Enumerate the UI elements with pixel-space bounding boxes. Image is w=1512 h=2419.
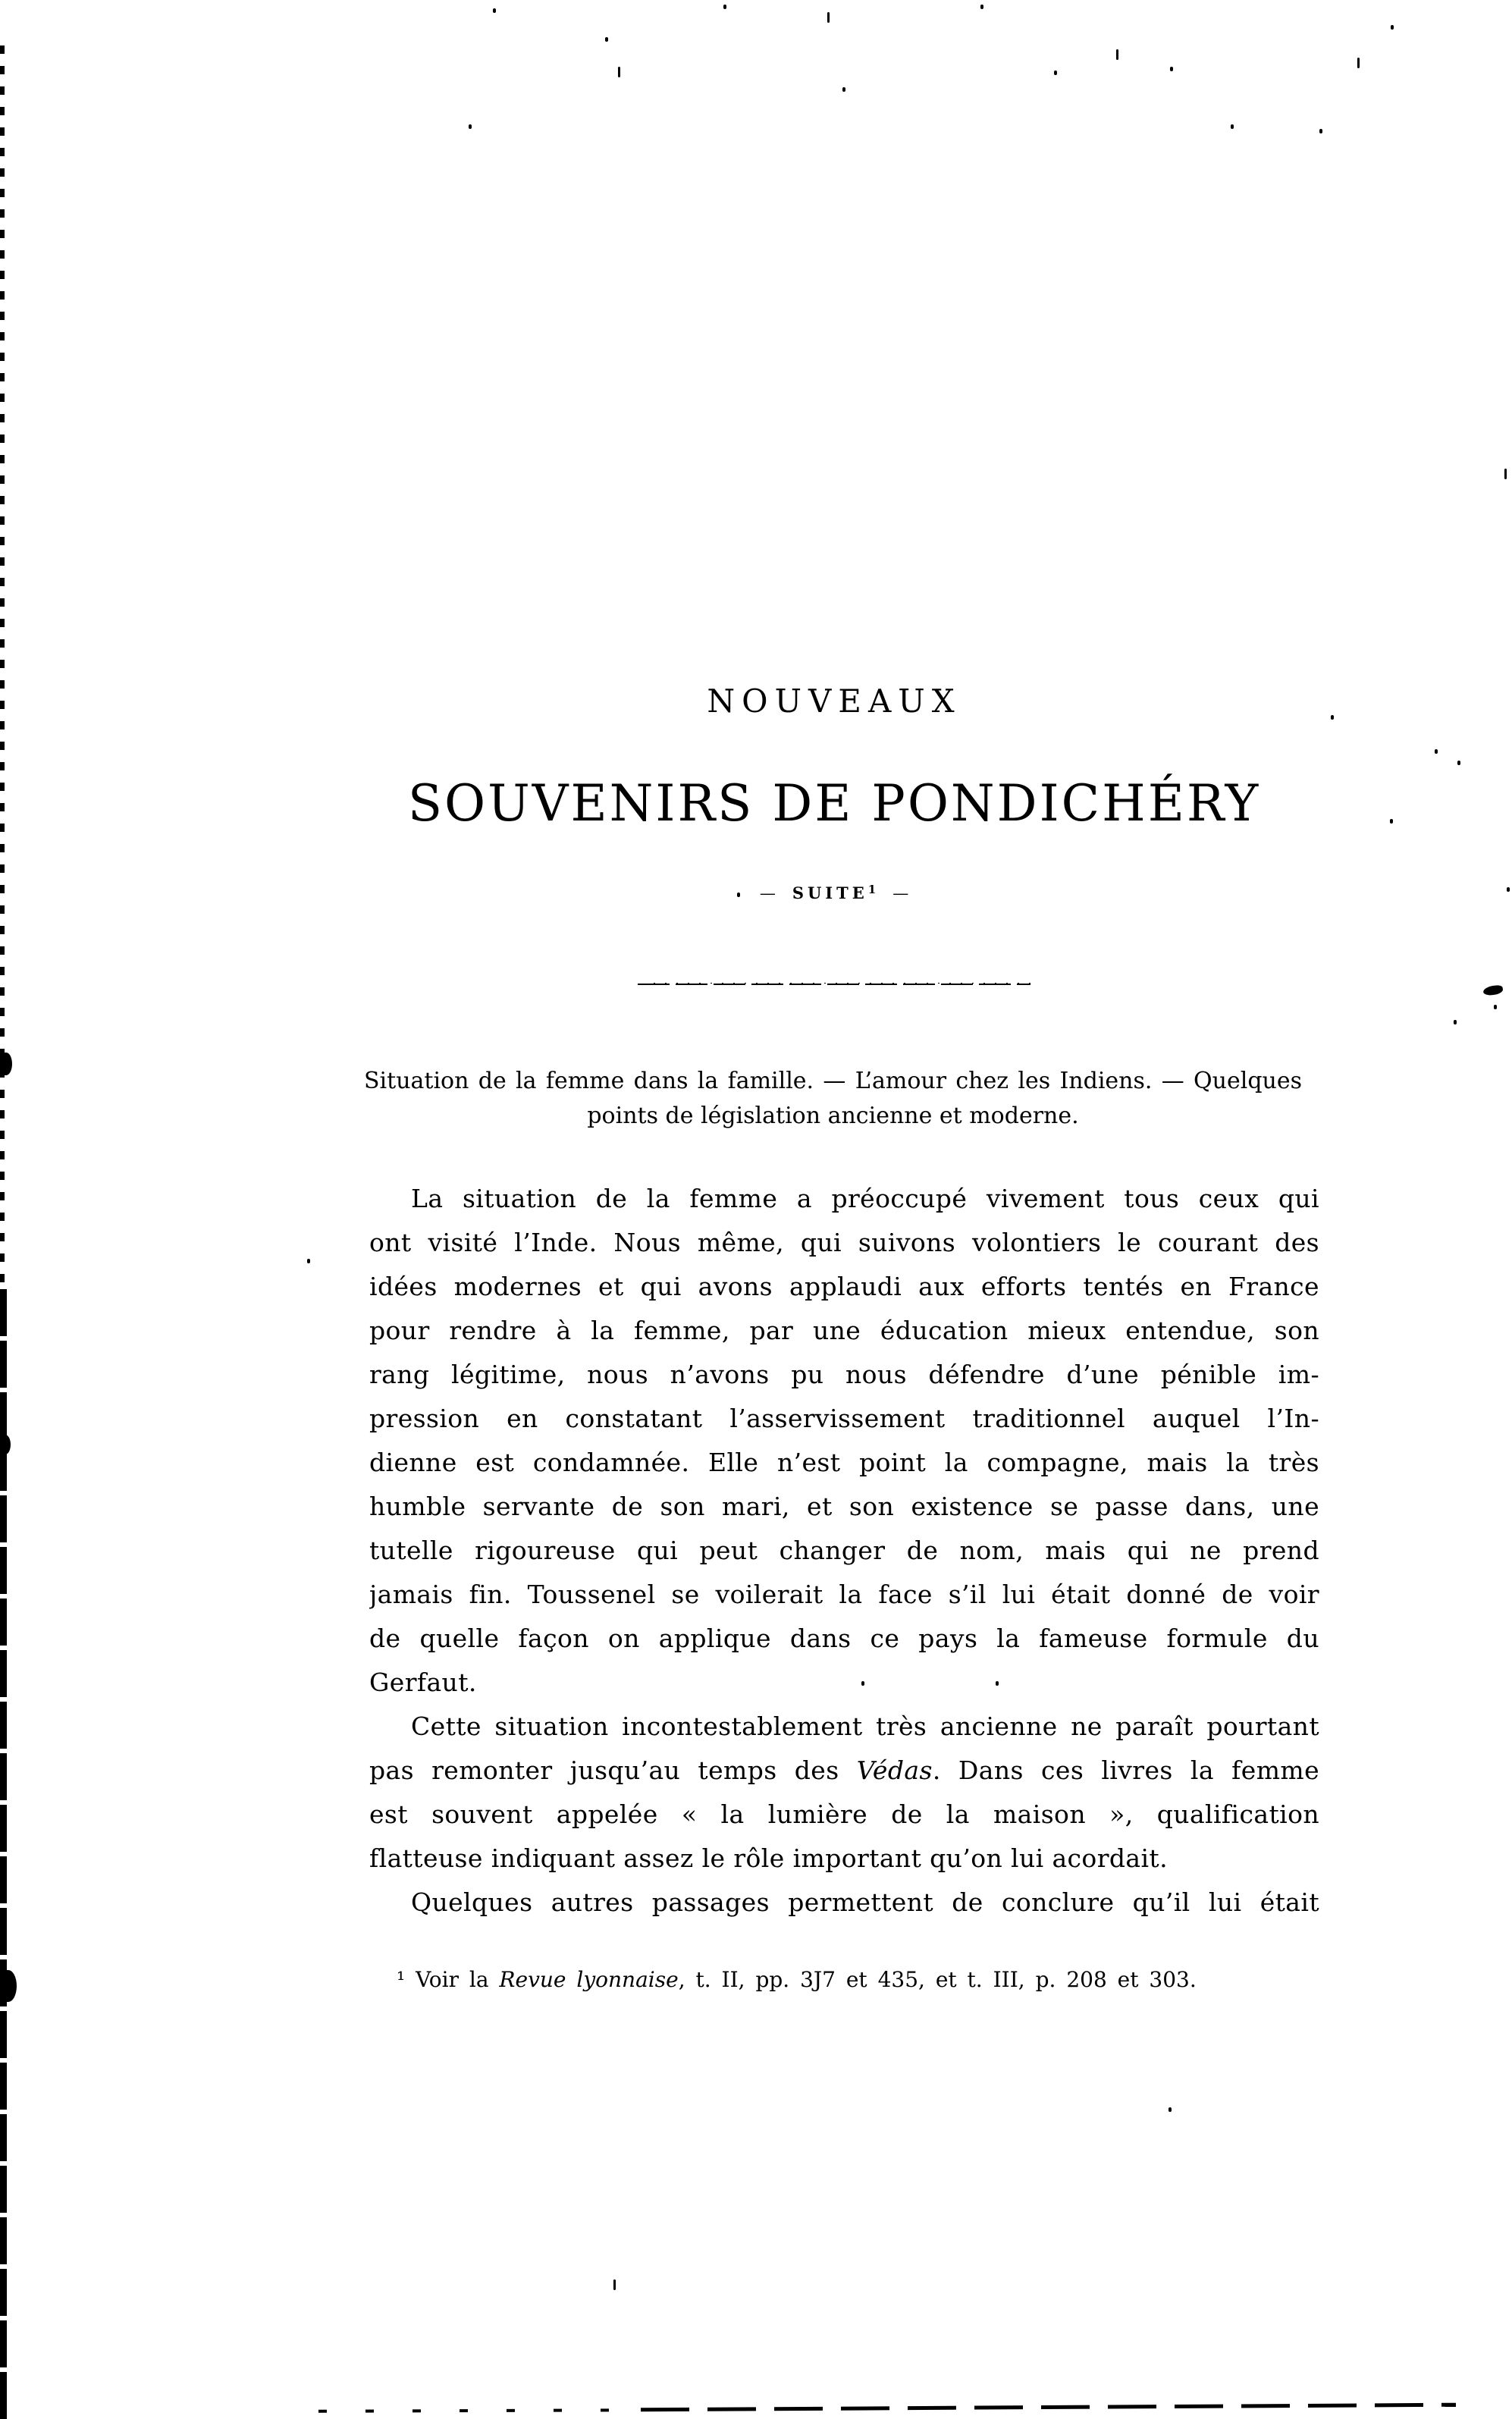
page-title: SOUVENIRS DE PONDICHÉRY — [407, 774, 1261, 833]
scan-speck — [307, 1259, 310, 1263]
scan-speck — [1054, 71, 1057, 75]
body-line: idées modernes et qui avons applaudi aux efforts tentés en France — [369, 1272, 1319, 1301]
scan-speck — [1504, 469, 1507, 479]
title-divider-rule — [638, 983, 1030, 985]
body-line: pas remonter jusqu’au temps des Védas. Dans ces livres la femme — [369, 1755, 1319, 1785]
scan-speck — [1331, 715, 1334, 720]
body-line: dienne est condamnée. Elle n’est point la compagne, mais la très — [369, 1448, 1319, 1477]
subtitle-dash-left: — — [759, 884, 776, 902]
scan-speck — [1390, 819, 1393, 824]
body-line: La situation de la femme a préoccupé vivement tous ceux qui — [411, 1184, 1319, 1213]
left-edge-scan-artifact — [0, 45, 5, 1289]
series-kicker: NOUVEAUX — [707, 682, 961, 720]
body-line: Gerfaut. — [369, 1668, 477, 1697]
scan-blob — [0, 1053, 12, 1075]
scan-speck — [1319, 129, 1322, 133]
scan-speck — [1116, 49, 1118, 60]
scan-speck — [1391, 25, 1394, 30]
bottom-edge-rule — [641, 2403, 1456, 2412]
scan-speck — [1457, 761, 1460, 765]
body-line: de quelle façon on applique dans ce pays la fameuse formule du — [369, 1624, 1319, 1653]
scan-speck — [1494, 1005, 1497, 1009]
bottom-edge-rule — [318, 2408, 645, 2413]
body-line: pression en constatant l’asservissement traditionnel auquel l’In- — [369, 1404, 1319, 1433]
body-line: pour rendre à la femme, par une éducation mieux entendue, son — [369, 1316, 1319, 1345]
scan-speck — [1454, 1020, 1457, 1024]
scan-speck — [1169, 2107, 1172, 2112]
scan-speck — [605, 37, 608, 42]
chapter-summary-line: points de législation ancienne et moderne. — [587, 1103, 1079, 1129]
scan-speck — [996, 1681, 999, 1686]
body-line: rang légitime, nous n’avons pu nous défendre d’une pénible im- — [369, 1360, 1319, 1389]
scan-blob — [0, 1970, 17, 2002]
scan-speck — [861, 1681, 864, 1686]
footnote: ¹ Voir la Revue lyonnaise, t. II, pp. 3J7 et 435, et t. III, p. 208 et 303. — [397, 1967, 1197, 1992]
scan-blob — [0, 1435, 11, 1454]
scan-speck — [1507, 887, 1510, 892]
scan-speck — [980, 5, 983, 9]
scan-speck — [1231, 124, 1234, 129]
scan-speck — [1357, 58, 1360, 68]
body-line: Quelques autres passages permettent de conclure qu’il lui était — [411, 1887, 1319, 1917]
subtitle-word: SUITE — [792, 883, 868, 902]
body-line: tutelle rigoureuse qui peut changer de nom, mais qui ne prend — [369, 1536, 1319, 1565]
subtitle-footnote-marker: 1 — [867, 883, 877, 896]
scan-speck — [827, 12, 830, 23]
body-line: jamais fin. Toussenel se voilerait la face s’il lui était donné de voir — [369, 1580, 1319, 1609]
subtitle-dash-right: — — [892, 884, 909, 902]
left-edge-scan-artifact — [0, 1289, 7, 2419]
scan-speck — [723, 5, 726, 9]
chapter-summary-line: Situation de la femme dans la famille. — L’amour chez les Indiens. — Quelques — [364, 1068, 1302, 1094]
scan-speck — [618, 67, 620, 77]
scan-speck — [1170, 67, 1173, 71]
subtitle-suite — [364, 878, 1304, 905]
scan-speck — [1435, 749, 1438, 754]
body-line: est souvent appelée « la lumière de la maison », qualification — [369, 1799, 1319, 1829]
body-line: flatteuse indiquant assez le rôle important qu’on lui acordait. — [369, 1843, 1168, 1873]
body-line: Cette situation incontestablement très ancienne ne paraît pourtant — [411, 1711, 1319, 1741]
scan-blob — [1482, 984, 1503, 996]
scan-speck — [469, 124, 472, 129]
body-line: humble servante de son mari, et son existence se passe dans, une — [369, 1492, 1319, 1521]
body-text — [369, 1177, 1319, 1925]
scan-speck — [842, 87, 845, 92]
scan-speck — [737, 893, 740, 897]
body-line: ont visité l’Inde. Nous même, qui suivons volontiers le courant des — [369, 1228, 1319, 1257]
scan-speck — [613, 2279, 616, 2290]
scan-speck — [493, 8, 496, 13]
